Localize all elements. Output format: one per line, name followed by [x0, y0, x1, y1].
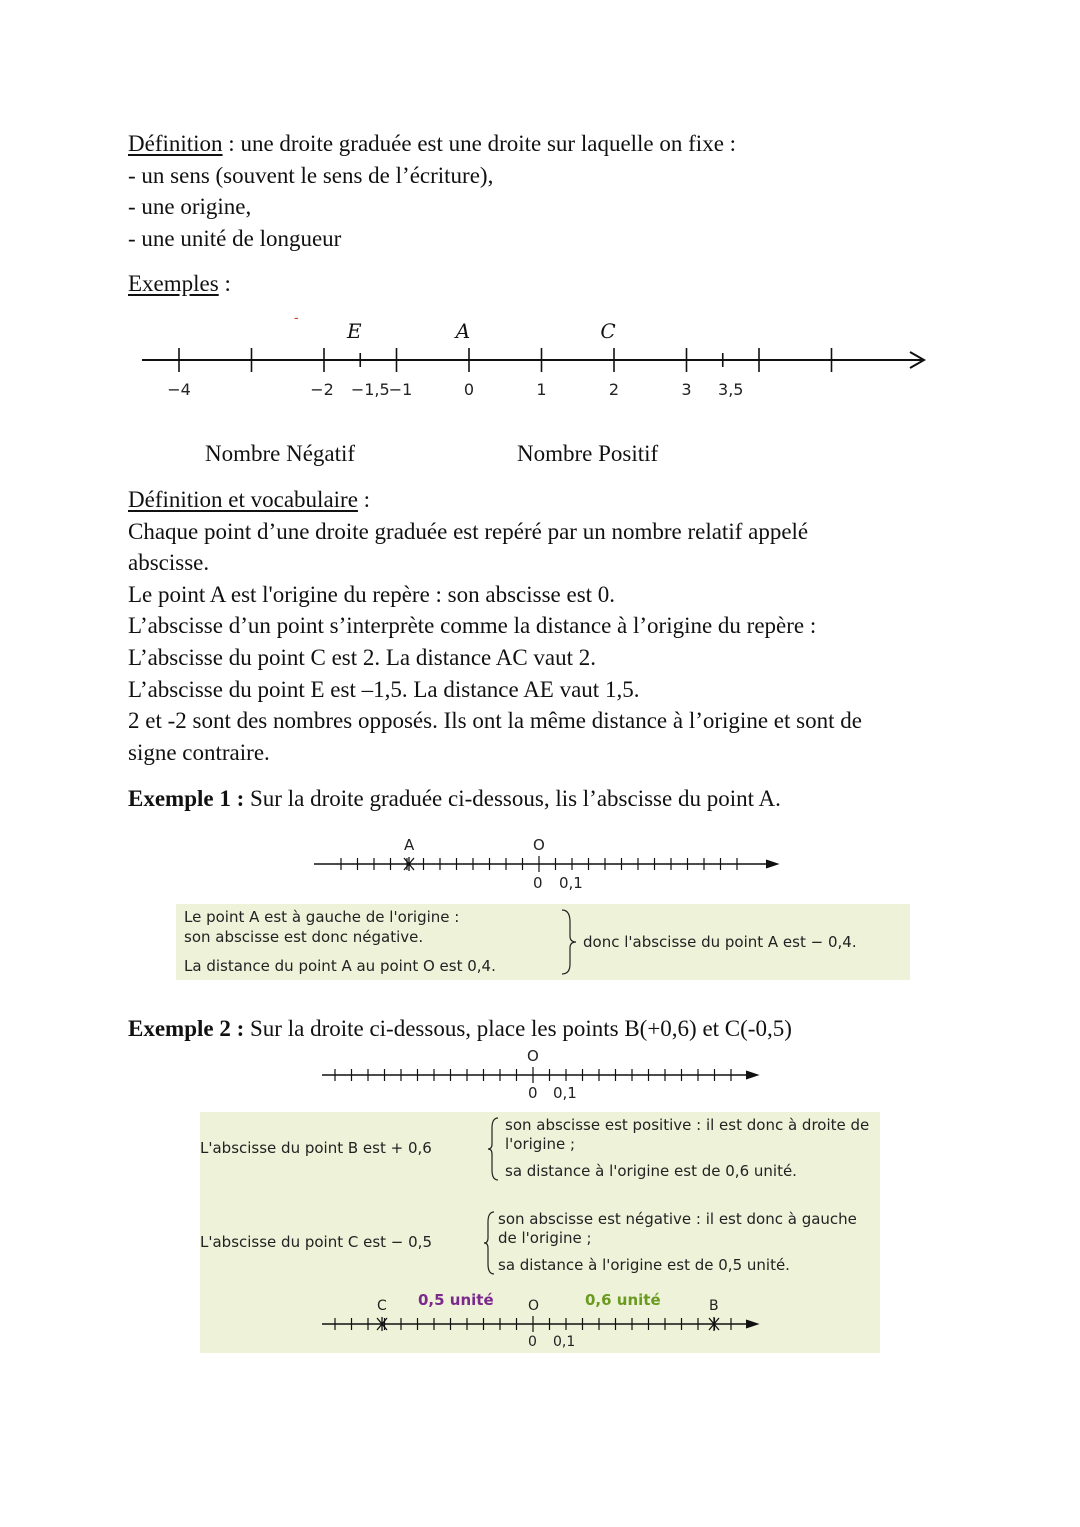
ex2s-point-c: C [377, 1298, 387, 1314]
ex2s-b-distance: 0,6 unité [585, 1291, 661, 1309]
nl1-tick-label: 0 [463, 380, 475, 399]
nl1-tick-label: −1,5 [350, 380, 390, 399]
ex2-brace-b [486, 1116, 502, 1182]
ex1-point-a: A [404, 836, 415, 854]
ex2-b-r2: l'origine ; [505, 1135, 576, 1153]
ex1-panel-l2: son abscisse est donc négative. [184, 928, 424, 946]
ex2s-tick-0: 0 [528, 1334, 537, 1350]
definition-item: - une origine, [128, 194, 252, 220]
ex1-brace [558, 908, 578, 976]
nl1-tick-label: −1 [388, 380, 413, 399]
nl1-tick-label: 1 [536, 380, 547, 399]
vocab-line: abscisse. [128, 550, 210, 576]
vocab-line: L’abscisse du point E est –1,5. La distance AE vaut 1,5. [128, 676, 640, 702]
vocab-line: Le point A est l'origine du repère : son abscisse est 0. [128, 581, 616, 607]
nl1-point-C: C [600, 319, 616, 343]
ex2-c-label: L'abscisse du point C est − 0,5 [200, 1233, 432, 1251]
example-1-title: Exemple 1 : Sur la droite graduée ci-dessous, lis l’abscisse du point A. [128, 786, 781, 811]
ex2-c-r3: sa distance à l'origine est de 0,5 unité. [498, 1256, 790, 1274]
examples-heading: Exemples [128, 271, 219, 296]
examples-heading-line: Exemples : [128, 271, 231, 296]
ex2-brace-c [482, 1210, 498, 1276]
vocab-line: Chaque point d’une droite graduée est repéré par un nombre relatif appelé [128, 518, 809, 544]
nl1-tick-label: 3 [681, 380, 692, 399]
ex1-point-o: O [533, 836, 545, 854]
nl1-tick-label: −4 [167, 380, 191, 399]
ex2-tick-01: 0,1 [553, 1084, 577, 1102]
number-line-ex2 [0, 1042, 1080, 1102]
definition-item: - une unité de longueur [128, 225, 342, 251]
positive-label: Nombre Positif [517, 441, 659, 466]
vocab-line: L’abscisse du point C est 2. La distance AC vaut 2. [128, 644, 597, 670]
ex2-point-o: O [527, 1047, 539, 1065]
number-line-ex2-solution [200, 1284, 880, 1350]
negative-label: Nombre Négatif [205, 441, 356, 466]
definition-item: - un sens (souvent le sens de l’écriture), [128, 162, 494, 188]
ex2-c-r1: son abscisse est négative : il est donc à gauche [498, 1210, 857, 1228]
vocab-heading: Définition et vocabulaire [128, 487, 358, 512]
ex2s-point-b: B [709, 1298, 719, 1314]
ex2-b-r1: son abscisse est positive : il est donc à droite de [505, 1116, 870, 1134]
example-1-label: Exemple 1 : [128, 786, 245, 811]
vocab-line: signe contraire. [128, 739, 270, 765]
nl1-tick-label: 3,5 [718, 380, 744, 399]
vocab-block: Définition et vocabulaire : Chaque point d’une droite graduée est repéré par un nombre relatif appelé abscisse. Le point A est l'origine du repère : son abscisse est 0. L’abscisse d’un point s’interprète comme la distance à l’origine du repère : L’abscisse du point C est 2. La distance AC vaut 2. L’abscisse du point E est –1,5. La distance AE vaut 1,5. 2 et -2 sont des nombres opposés. Ils ont la même distance à l’origine et sont de signe contraire. [128, 484, 1008, 768]
ex1-panel-l3: La distance du point A au point O est 0,4. [184, 957, 496, 975]
ex1-tick-0: 0 [533, 874, 543, 892]
number-line-ex1 [0, 830, 1080, 895]
nl1-point-A: A [455, 319, 471, 343]
ex2s-tick-01: 0,1 [553, 1334, 576, 1350]
ex2s-c-distance: 0,5 unité [418, 1291, 494, 1309]
ex2-b-r3: sa distance à l'origine est de 0,6 unité. [505, 1162, 797, 1180]
definition-block [128, 128, 988, 254]
ex1-tick-01: 0,1 [559, 874, 583, 892]
ex2-tick-0: 0 [528, 1084, 538, 1102]
nl1-tick-label: −2 [310, 380, 334, 399]
example-2-label: Exemple 2 : [128, 1016, 245, 1041]
ex2-c-r2: de l'origine ; [498, 1229, 592, 1247]
number-line-1 [0, 300, 1080, 410]
example-2-title: Exemple 2 : Sur la droite ci-dessous, place les points B(+0,6) et C(-0,5) [128, 1016, 792, 1041]
ex2s-point-o: O [528, 1298, 540, 1314]
vocab-line: L’abscisse d’un point s’interprète comme la distance à l’origine du repère : [128, 613, 817, 639]
svg-text:-: - [294, 310, 299, 326]
nl1-tick-label: 2 [608, 380, 620, 399]
vocab-line: 2 et -2 sont des nombres opposés. Ils ont la même distance à l’origine et sont de [128, 708, 862, 734]
definition-intro: Définition : une droite graduée est une droite sur laquelle on fixe : [128, 131, 737, 156]
ex1-panel-l1: Le point A est à gauche de l'origine : [184, 908, 460, 926]
ex1-conclusion: donc l'abscisse du point A est − 0,4. [583, 933, 857, 951]
ex2-b-label: L'abscisse du point B est + 0,6 [200, 1139, 432, 1157]
definition-heading: Définition [128, 131, 223, 156]
nl1-point-E: E [346, 319, 362, 343]
